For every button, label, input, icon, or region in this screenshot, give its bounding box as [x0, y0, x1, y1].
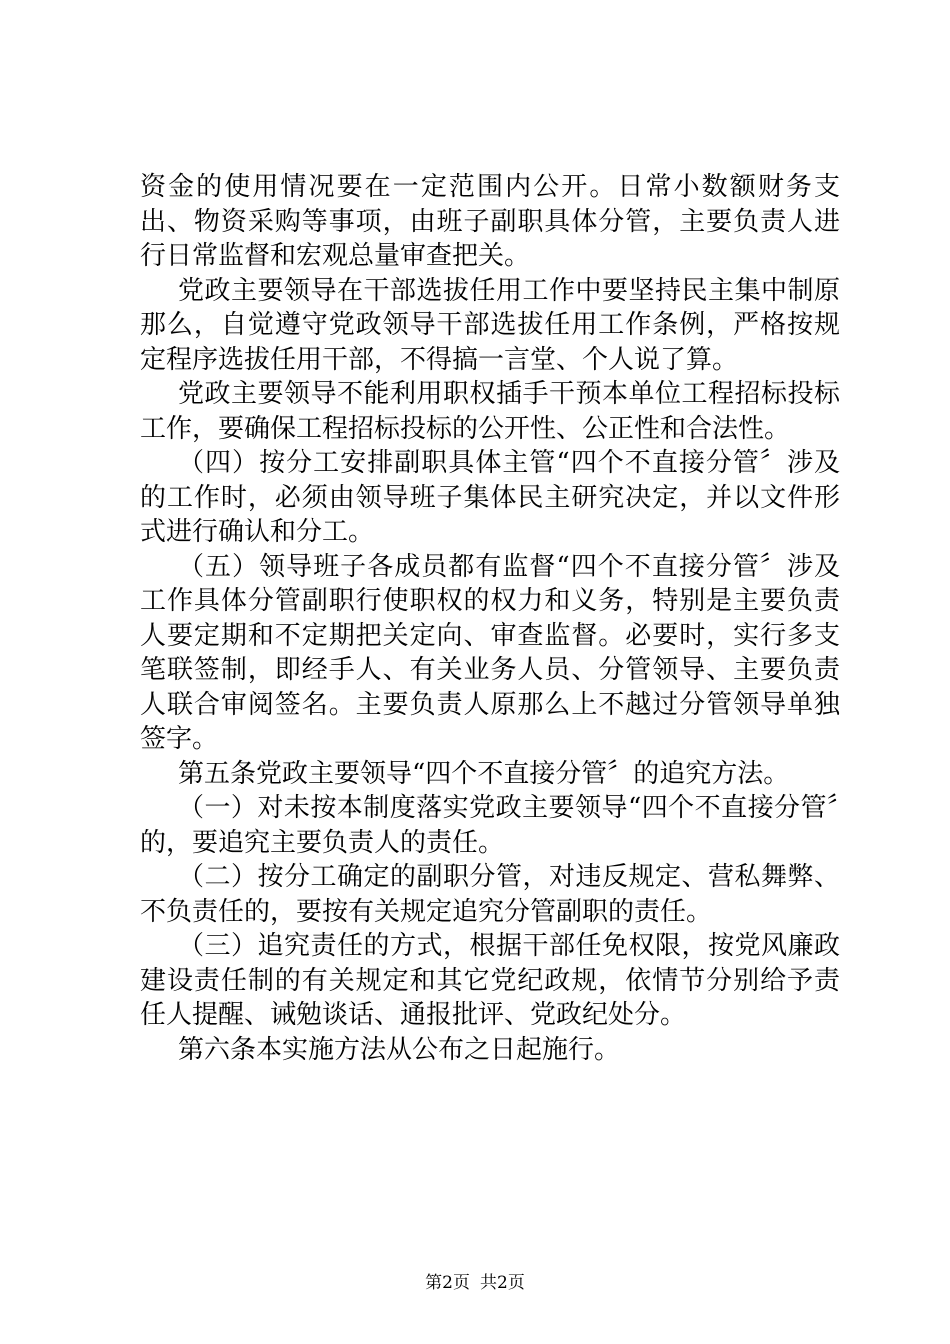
- paragraph-cadre-selection: 党政主要领导在干部选拔任用工作中要坚持民主集中制原那么，自觉遵守党政领导干部选拔任用工作条例，严格按规定程序选拔任用干部，不得搞一言堂、个人说了算。: [140, 275, 840, 375]
- page-footer: [0, 1272, 950, 1294]
- paragraph-article-five: 第五条党政主要领导“四个不直接分管〞的追究方法。: [178, 758, 790, 789]
- paragraph-continuation: 资金的使用情况要在一定范围内公开。日常小数额财务支出、物资采购等事项，由班子副职具体分管，主要负责人进行日常监督和宏观总量审查把关。: [140, 172, 840, 271]
- paragraph-item-four: （四）按分工安排副职具体主管“四个不直接分管〞涉及的工作时，必须由领导班子集体民主研究决定，并以文件形式进行确认和分工。: [140, 448, 840, 547]
- paragraph-item-five: （五）领导班子各成员都有监督“四个不直接分管〞涉及工作具体分管副职行使职权的权力和义务，特别是主要负责人要定期和不定期把关定向、审查监督。必要时，实行多支笔联签制，即经手人、有关业务人员、分管领导、主要负责人联合审阅签名。主要负责人原那么上不越过分管领导单独签字。: [140, 551, 840, 754]
- paragraph-item-three: （三）追究责任的方式，根据干部任免权限，按党风廉政建设责任制的有关规定和其它党纪政规，依情节分别给予责任人提醒、诫勉谈话、通报批评、党政纪处分。: [140, 931, 840, 1030]
- paragraph-item-one: （一）对未按本制度落实党政主要领导“四个不直接分管〞的，要追究主要负责人的责任。: [140, 793, 840, 858]
- document-body: [140, 170, 840, 1067]
- page-number-total: 共2页: [480, 1273, 525, 1293]
- paragraph-article-six: 第六条本实施方法从公布之日起施行。: [178, 1034, 621, 1065]
- paragraph-item-two: （二）按分工确定的副职分管，对违反规定、营私舞弊、不负责任的，要按有关规定追究分管副职的责任。: [140, 862, 840, 927]
- page-number-current: 第2页: [425, 1273, 470, 1293]
- paragraph-bidding: 党政主要领导不能利用职权插手干预本单位工程招标投标工作，要确保工程招标投标的公开性、公正性和合法性。: [140, 379, 840, 444]
